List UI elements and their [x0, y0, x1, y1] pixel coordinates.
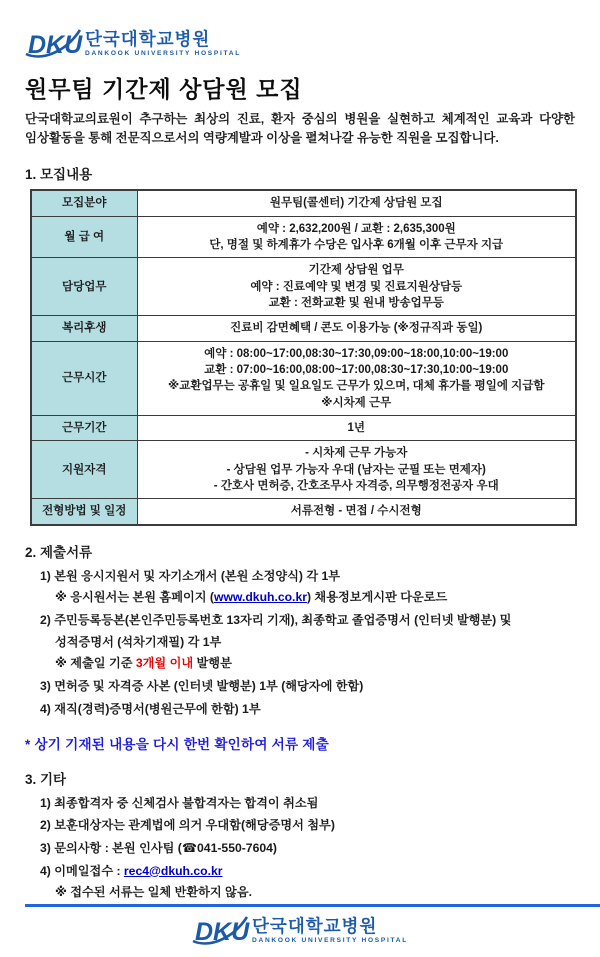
table-row-salary — [31, 216, 576, 258]
hospital-name-korean: 단국대학교병원 — [85, 29, 211, 50]
page-title: 원무팀 기간제 상담원 모집 — [25, 76, 303, 102]
row-line: 예약 : 08:00~17:00,08:30~17:30,09:00~18:00,10:00~19:00 — [204, 347, 509, 360]
row-label: 지원자격 — [31, 441, 137, 499]
row-label: 전형방법 및 일정 — [31, 499, 137, 525]
email-label: 4) 이메일접수 : — [40, 863, 124, 878]
row-label: 근무기간 — [31, 416, 137, 441]
recruit-table-wrap — [0, 183, 600, 525]
table-row-hours — [31, 341, 576, 415]
table-row-welfare — [31, 316, 576, 341]
etc-item-3: 3) 문의사항 : 본원 인사팀 (☎041-550-7604) — [40, 840, 277, 855]
note-text: ) 채용정보게시판 다운로드 — [306, 590, 448, 605]
row-line: 원무팀(콜센터) 기간제 상담원 모집 — [269, 197, 443, 210]
table-row-field — [31, 190, 576, 216]
row-value — [137, 216, 576, 258]
hospital-logo-names — [252, 917, 408, 944]
footer-logo-row — [0, 907, 600, 949]
section-heading-etc: 3. 기타 — [25, 771, 67, 787]
submission-notice: * 상기 기재된 내용을 다시 한번 확인하여 서류 제출 — [25, 736, 329, 752]
row-value — [137, 341, 576, 415]
page-header — [0, 0, 600, 62]
list-item-2: 2) 주민등록등본(본인주민등록번호 13자리 기재), 최종학교 졸업증명서 (인터넷 발행분) 및 — [40, 613, 512, 628]
row-line: 예약 : 2,632,200원 / 교환 : 2,635,300원 — [256, 222, 456, 235]
row-label: 담당업무 — [31, 258, 137, 316]
hospital-logo-names — [85, 30, 241, 57]
etc-item-4 — [25, 863, 575, 881]
dku-logo-icon — [192, 913, 248, 949]
section-heading-recruit: 1. 모집내용 — [25, 167, 93, 183]
row-label: 복리후생 — [31, 316, 137, 341]
row-line: 서류전형 - 면접 / 수시전형 — [290, 505, 422, 518]
table-row-duty — [31, 258, 576, 316]
hospital-name-korean: 단국대학교병원 — [252, 916, 378, 937]
dku-logo-text: DKU — [28, 31, 83, 59]
row-label: 모집분야 — [31, 190, 137, 216]
row-line: 진료비 감면혜택 / 콘도 이용가능 (※정규직과 동일) — [230, 322, 483, 335]
row-line: - 상담원 업무 가능자 우대 (남자는 군필 또는 면제자) — [226, 463, 486, 476]
row-line: 1년 — [347, 422, 365, 435]
row-line: 교환 : 07:00~16:00,08:00~17:00,08:30~17:30,10:00~19:00 — [204, 364, 509, 377]
row-label: 월 급 여 — [31, 216, 137, 258]
note-text: 발행분 — [193, 656, 232, 671]
page-footer — [0, 902, 600, 957]
row-value — [137, 441, 576, 499]
etc-item-2: 2) 보훈대상자는 관계법에 의거 우대함(해당증명서 첨부) — [40, 818, 335, 833]
row-line: - 간호사 면허증, 간호조무사 자격증, 의무행정전공자 우대 — [213, 480, 499, 493]
etc-list — [0, 788, 600, 902]
list-item-2-continued: 성적증명서 (석차기재필) 각 1부 — [55, 634, 222, 649]
row-line: 교환 : 전화교환 및 원내 방송업무등 — [268, 297, 444, 310]
row-line: 예약 : 진료예약 및 변경 및 진료지원상담등 — [250, 280, 463, 293]
row-line: - 시차제 근무 가능자 — [305, 447, 408, 460]
dku-logo-text: DKU — [195, 917, 250, 946]
deadline-highlight: 3개월 이내 — [135, 656, 194, 671]
documents-list — [0, 561, 600, 719]
etc-item-1: 1) 최종합격자 중 신체검사 불합격자는 합격이 취소됨 — [40, 795, 319, 810]
recruit-table — [30, 189, 577, 525]
table-row-period — [31, 416, 576, 441]
email-link[interactable]: rec4@dkuh.co.kr — [123, 863, 223, 878]
table-row-qualification — [31, 441, 576, 499]
note-text: ※ 응시원서는 본원 홈페이지 ( — [55, 590, 214, 605]
list-item-4: 4) 재직(경력)증명서(병원근무에 한함) 1부 — [40, 701, 261, 716]
homepage-link[interactable]: www.dkuh.co.kr — [213, 590, 307, 605]
dku-logo-icon — [25, 26, 81, 62]
row-value — [137, 190, 576, 216]
section-heading-documents: 2. 제출서류 — [25, 544, 93, 560]
list-item-1-note — [25, 589, 575, 607]
row-value — [137, 316, 576, 341]
table-row-process — [31, 499, 576, 525]
row-line: 기간제 상담원 업무 — [308, 264, 404, 277]
row-value — [137, 499, 576, 525]
row-label: 근무시간 — [31, 341, 137, 415]
row-value — [137, 416, 576, 441]
note-text: ※ 제출일 기준 — [55, 656, 136, 671]
row-line: 단, 명절 및 하계휴가 수당은 입사후 6개월 이후 근무자 지급 — [209, 239, 504, 252]
hospital-logo — [25, 26, 600, 62]
list-item-3: 3) 면허증 및 자격증 사본 (인터넷 발행분) 1부 (해당자에 한함) — [40, 679, 364, 694]
row-line: ※교환업무는 공휴일 및 일요일도 근무가 있으며, 대체 휴가를 평일에 지급함 — [168, 380, 545, 393]
hospital-logo-footer — [192, 913, 408, 949]
etc-return-note: ※ 접수된 서류는 일체 반환하지 않음. — [55, 885, 252, 900]
row-line: ※시차제 근무 — [321, 396, 392, 409]
list-item-2-note — [25, 655, 575, 673]
row-value — [137, 258, 576, 316]
list-item-1: 1) 본원 응시지원서 및 자기소개서 (본원 소정양식) 각 1부 — [40, 568, 341, 583]
intro-paragraph: 단국대학교의료원이 추구하는 최상의 진료, 환자 중심의 병원을 실현하고 체계적인 교육과 다양한 임상활동을 통해 전문직으로서의 역량계발과 이상을 펼쳐나갈 유능한 직원을 모집합니다. — [25, 112, 575, 146]
hospital-name-english: DANKOOK UNIVERSITY HOSPITAL — [85, 49, 241, 57]
hospital-name-english: DANKOOK UNIVERSITY HOSPITAL — [252, 936, 408, 944]
